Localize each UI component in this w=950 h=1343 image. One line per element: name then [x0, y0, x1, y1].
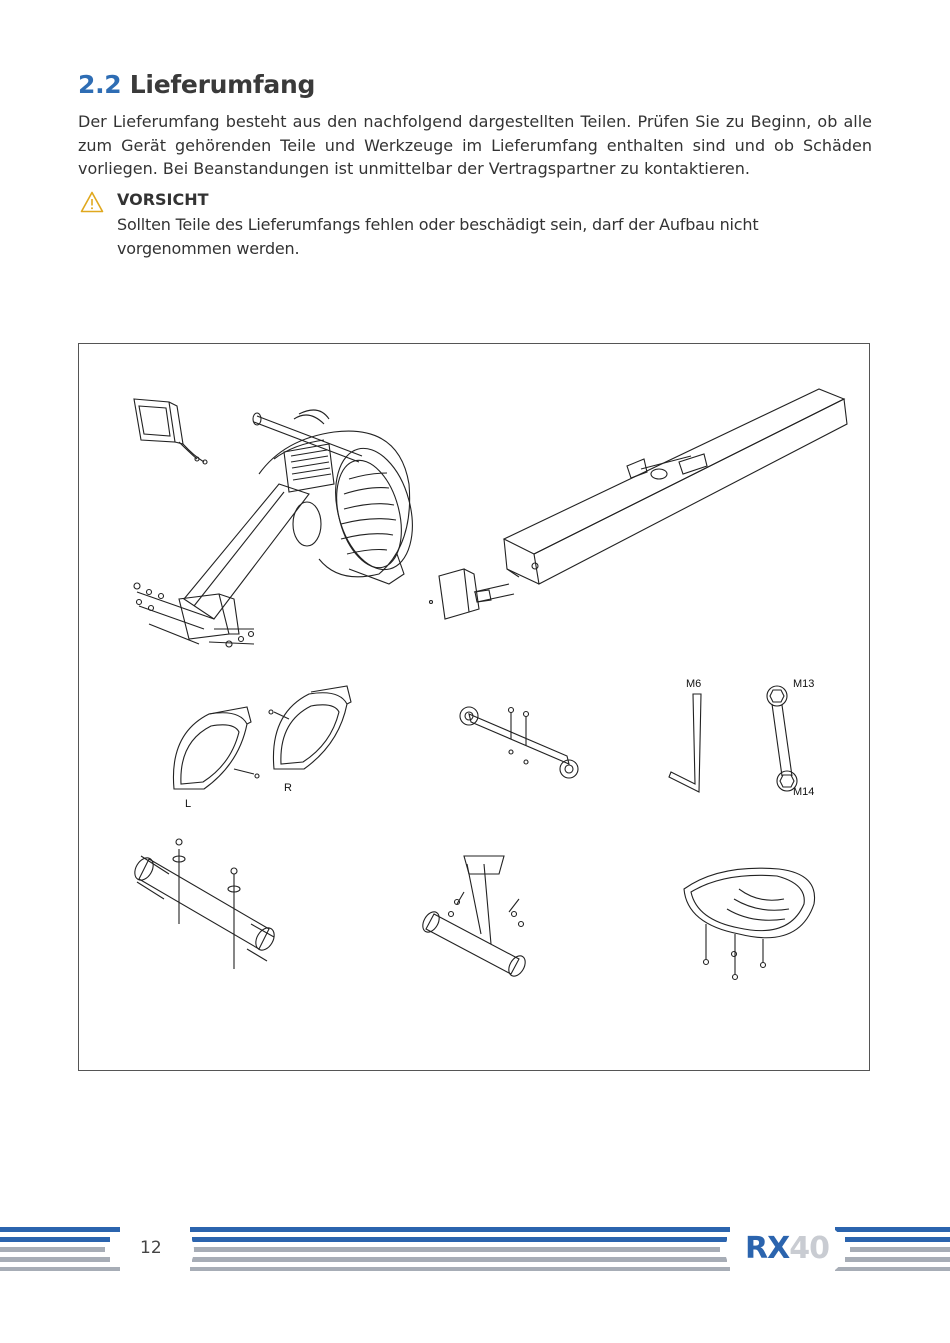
front-foot-part [131, 839, 278, 969]
wheel-bar-part [460, 707, 578, 778]
wrench-top-label: M13 [793, 678, 815, 690]
monitor-part [134, 399, 207, 464]
rear-foot-part [419, 856, 528, 979]
section-heading [78, 70, 315, 99]
intro-paragraph: Der Lieferumfang besteht aus den nachfolgend dargestellten Teilen. Prüfen Sie zu Beginn, ob alle zum Gerät gehörenden Teile und Werkzeuge im Lieferumfang enthalten sind und ob Schäden vorliegen. Bei Beanstandungen ist unmittelbar der Vertragspartner zu kontaktieren. [78, 112, 872, 178]
warning-triangle-icon [80, 191, 104, 213]
allen-key-label: M6 [686, 678, 702, 690]
brand-suffix: 40 [789, 1231, 829, 1266]
parts-figure [78, 343, 870, 1071]
allen-key-part [669, 694, 701, 792]
wrench-part [767, 686, 797, 791]
section-number: 2.2 [78, 70, 122, 99]
pedal-right-label: R [284, 782, 292, 794]
brand-main: RX [745, 1231, 790, 1266]
main-frame-part [134, 410, 425, 647]
warning-text: Sollten Teile des Lieferumfangs fehlen oder beschädigt sein, darf der Aufbau nicht vorgenommen werden. [117, 215, 759, 258]
wrench-bottom-label: M14 [793, 786, 815, 798]
warning-title: VORSICHT [117, 190, 209, 209]
rail-part [430, 389, 848, 619]
page-number: 12 [140, 1238, 162, 1258]
pedal-left-label: L [185, 798, 192, 810]
seat-part [684, 868, 815, 979]
brand-logo [745, 1231, 829, 1266]
pedals-part [173, 686, 351, 789]
section-title: Lieferumfang [129, 70, 316, 99]
